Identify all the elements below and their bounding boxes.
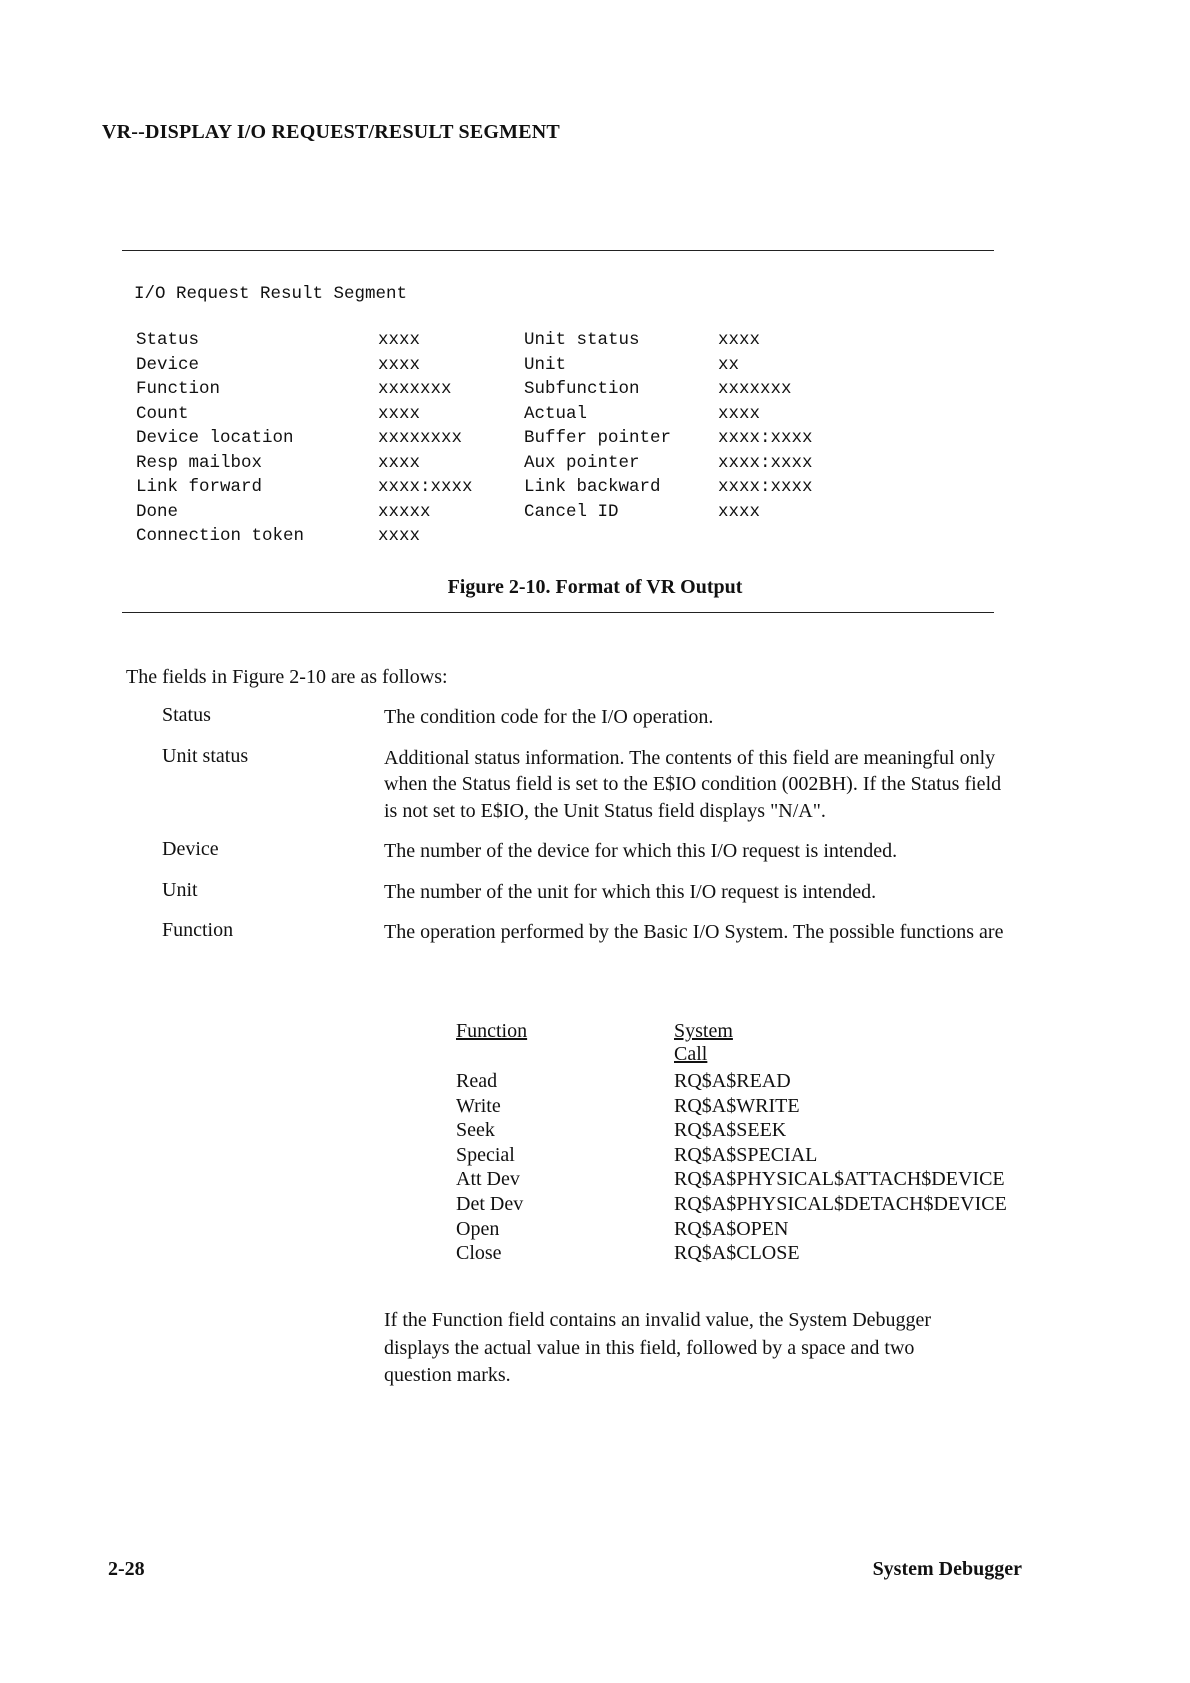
definition-unit: [162, 879, 1004, 906]
vr-label: Unit: [524, 354, 567, 375]
system-call: RQ$A$OPEN: [674, 1217, 789, 1240]
definition-status: [162, 704, 1004, 731]
vr-value: xxxx:xxxx: [378, 477, 473, 497]
vr-value: xxxx: [718, 330, 761, 350]
definition-term: Device: [162, 838, 219, 860]
vr-label: Link backward: [524, 477, 661, 497]
segment-title: I/O Request Result Segment: [134, 284, 408, 304]
system-call: RQ$A$CLOSE: [674, 1242, 800, 1265]
intro-paragraph: The fields in Figure 2-10 are as follows:: [126, 666, 448, 688]
page-number: 2-28: [108, 1558, 145, 1580]
vr-value: xx: [718, 354, 740, 375]
definition-desc: The condition code for the I/O operation.: [384, 706, 714, 728]
vr-label: Cancel ID: [524, 501, 619, 522]
system-call: RQ$A$PHYSICAL$ATTACH$DEVICE: [674, 1168, 1005, 1191]
system-call: RQ$A$SEEK: [674, 1119, 787, 1142]
vr-value: xxxx: [718, 501, 761, 522]
function-name: Open: [456, 1217, 500, 1240]
definition-function: [162, 919, 1004, 946]
function-name: Seek: [456, 1119, 495, 1142]
vr-label: Link forward: [136, 477, 263, 497]
figure-bottom-rule: [122, 612, 994, 613]
vr-value: xxxxxxx: [378, 379, 452, 399]
function-name: Att Dev: [456, 1168, 520, 1191]
definition-term: Function: [162, 919, 234, 941]
function-name: Special: [456, 1143, 515, 1166]
figure-caption: Figure 2-10. Format of VR Output: [447, 576, 743, 598]
definition-device: [162, 838, 1004, 865]
vr-value: xxxx: [378, 526, 421, 546]
vr-label: Aux pointer: [524, 452, 640, 473]
field-definitions: [162, 704, 1004, 946]
definition-desc: Additional status information. The contents of this field are meaningful only when the Status field is set to the E$IO condition (002BH). If the Status field is not set to E$IO, the Unit Status field displays "N/A".: [384, 746, 1002, 822]
vr-label: Device location: [136, 428, 294, 448]
vr-value: xxxx: [378, 354, 421, 375]
function-name: Read: [456, 1070, 498, 1092]
vr-label: Connection token: [136, 526, 305, 546]
vr-value: xxxx:xxxx: [718, 452, 813, 473]
vr-value: xxxx:xxxx: [718, 428, 813, 448]
vr-value: xxxx: [378, 452, 421, 473]
vr-label: Unit status: [524, 330, 640, 350]
definition-desc: The number of the device for which this I/O request is intended.: [384, 840, 898, 862]
vr-value: xxxx: [718, 403, 761, 424]
section-heading: VR--DISPLAY I/O REQUEST/RESULT SEGMENT: [102, 121, 560, 143]
system-call: RQ$A$SPECIAL: [674, 1143, 818, 1166]
vr-label: Status: [136, 330, 200, 350]
vr-label: Count: [136, 403, 189, 424]
vr-label: Done: [136, 501, 179, 522]
function-name: Det Dev: [456, 1192, 524, 1215]
vr-value: xxxx: [378, 330, 421, 350]
system-call: RQ$A$WRITE: [674, 1094, 800, 1117]
vr-label: Function: [136, 379, 221, 399]
vr-value: xxxxxxxx: [378, 428, 463, 448]
definition-term: Unit: [162, 878, 198, 901]
system-call: RQ$A$PHYSICAL$DETACH$DEVICE: [674, 1192, 1007, 1215]
definition-term: Unit status: [162, 744, 249, 767]
vr-label: Buffer pointer: [524, 428, 672, 448]
vr-value: xxxx:xxxx: [718, 477, 813, 497]
function-name: Close: [456, 1242, 502, 1265]
vr-value: xxxxxxx: [718, 379, 792, 399]
vr-value: xxxxx: [378, 501, 431, 522]
running-footer-title: System Debugger: [872, 1558, 1022, 1580]
figure-top-rule: [122, 250, 994, 251]
definition-desc: The operation performed by the Basic I/O System. The possible functions are: [384, 921, 1004, 943]
function-column-header: Function: [456, 1020, 528, 1042]
invalid-function-note: If the Function field contains an invalid value, the System Debugger displays the actual value in this field, followed by a space and two question marks.: [384, 1309, 932, 1386]
vr-label: Device: [136, 354, 200, 375]
vr-label: Resp mailbox: [136, 452, 263, 473]
definition-term: Status: [162, 704, 211, 726]
vr-value: xxxx: [378, 403, 421, 424]
system-call: RQ$A$READ: [674, 1070, 791, 1092]
function-name: Write: [456, 1094, 501, 1117]
definition-unit-status: [162, 745, 1004, 825]
vr-label: Subfunction: [524, 379, 640, 399]
definition-desc: The number of the unit for which this I/O request is intended.: [384, 880, 877, 903]
system-call-column-header: System Call: [674, 1020, 733, 1065]
vr-label: Actual: [524, 403, 588, 424]
